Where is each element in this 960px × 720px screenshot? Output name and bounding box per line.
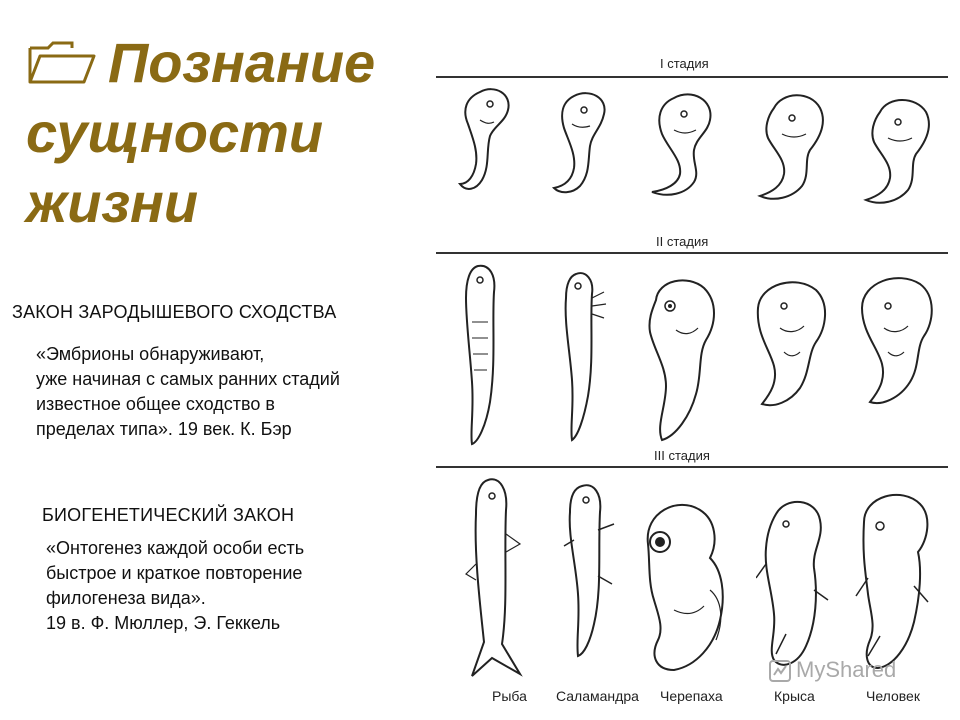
embryo-fish-stage-3 [462,474,542,684]
embryo-turtle-stage-3 [634,490,744,680]
title-line-1 [26,28,446,98]
stage-divider-2 [436,252,948,254]
quote-line: быстрое и краткое повторение [46,563,303,583]
embryo-salamander-stage-1 [546,86,626,206]
law-heading-biogenetic: БИОГЕНЕТИЧЕСКИЙ ЗАКОН [42,505,295,525]
embryo-rat-stage-3 [756,494,836,674]
embryo-turtle-stage-2 [636,270,728,444]
title-line-2: сущности [26,101,324,164]
slide-title [26,28,446,238]
quote-line: пределах типа». 19 век. К. Бэр [36,419,292,439]
embryo-human-stage-3 [850,486,936,676]
quote-line: уже начиная с самых ранних стадий [36,369,340,389]
stage-divider-3 [436,466,948,468]
stage-label-2: II стадия [656,234,709,249]
embryo-salamander-stage-2 [556,268,616,444]
species-label-human: Человек [866,688,920,704]
stage-label-1: I стадия [660,56,709,71]
species-label-fish: Рыба [492,688,527,704]
species-label-turtle: Черепаха [660,688,723,704]
watermark-text: MyShared [796,657,897,682]
quote-line: «Эмбрионы обнаруживают, [36,344,265,364]
stage-divider-1 [436,76,948,78]
stage-label-3: III стадия [654,448,710,463]
quote-line: «Онтогенез каждой особи есть [46,538,305,558]
species-label-rat: Крыса [774,688,815,704]
law-quote-embryonic-similarity [36,342,340,442]
quote-line: известное общее сходство в [36,394,275,414]
embryo-salamander-stage-3 [560,480,626,660]
myshared-logo-icon [768,659,792,683]
embryo-human-stage-2 [850,268,940,410]
embryo-fish-stage-1 [450,80,530,200]
title-line-3: жизни [26,171,199,234]
quote-line: 19 в. Ф. Мюллер, Э. Геккель [46,613,281,633]
embryo-turtle-stage-1 [644,88,730,204]
species-label-salamander: Саламандра [556,688,639,704]
embryo-fish-stage-2 [456,262,516,448]
title-text-1: Познание [108,31,376,94]
embryo-rat-stage-2 [744,272,834,412]
folder-icon [26,40,98,86]
embryo-human-stage-1 [856,94,942,212]
law-quote-biogenetic [46,536,304,636]
quote-line: филогенеза вида». [46,588,206,608]
law-heading-embryonic-similarity: ЗАКОН ЗАРОДЫШЕВОГО СХОДСТВА [12,302,337,322]
embryo-rat-stage-1 [748,88,838,208]
watermark [768,657,896,683]
